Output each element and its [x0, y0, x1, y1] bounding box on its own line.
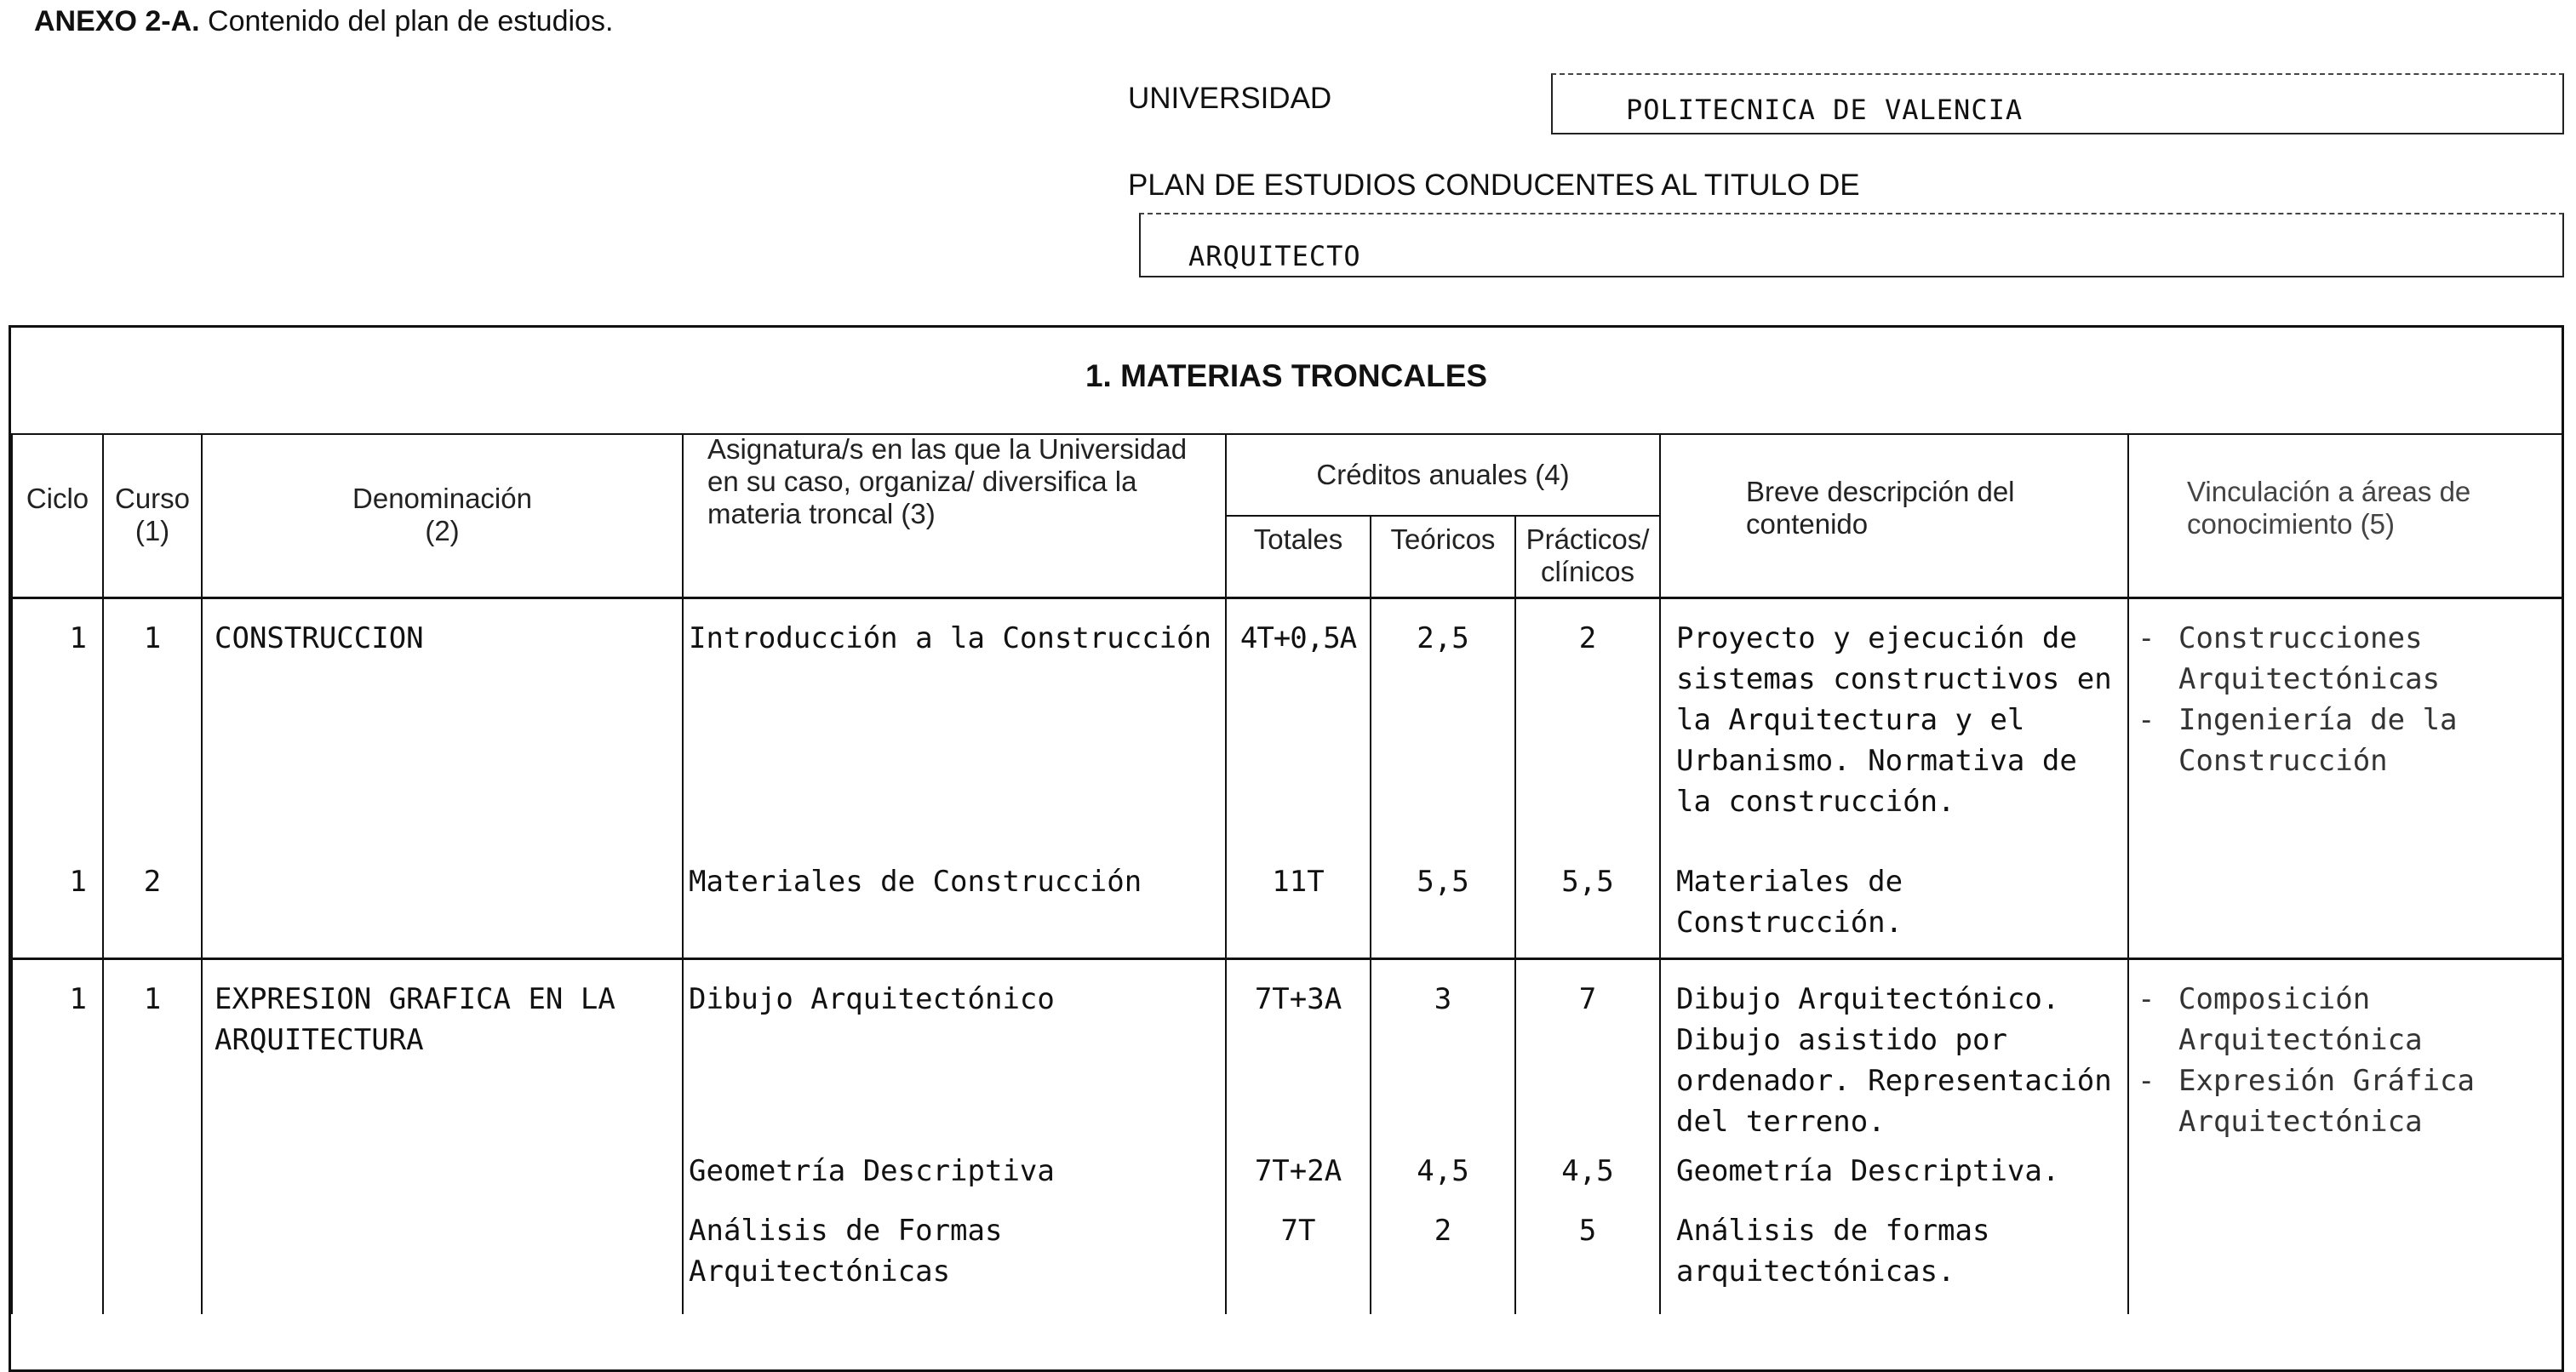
cell-denominacion: CONSTRUCCION	[202, 597, 683, 958]
cell-curso: 1	[103, 958, 202, 1151]
cell-ciclo	[12, 1151, 103, 1203]
areas-list	[2129, 618, 2562, 781]
header-vinculacion: Vinculación a áreas de conocimiento (5)	[2128, 434, 2562, 597]
section-title: 1. MATERIAS TRONCALES	[1085, 358, 1488, 393]
cell-areas	[2128, 958, 2562, 1314]
area-item: - Composición Arquitectónica	[2138, 981, 2423, 1057]
cell-ciclo: 1	[12, 958, 103, 1151]
cell-practicos: 7	[1515, 958, 1660, 1151]
cell-curso	[103, 1203, 202, 1314]
header-creditos: Créditos anuales (4)	[1226, 434, 1660, 516]
areas-list	[2129, 979, 2562, 1142]
cell-descripcion: Proyecto y ejecución de sistemas constructivos en la Arquitectura y el Urbanismo. Normativa de la construcción.	[1660, 597, 2128, 855]
cell-asignatura: Materiales de Construcción	[683, 855, 1226, 958]
cell-teoricos: 2	[1371, 1203, 1515, 1314]
annex-title-text: Contenido del plan de estudios.	[208, 5, 614, 37]
cell-teoricos: 5,5	[1371, 855, 1515, 958]
cell-teoricos: 2,5	[1371, 597, 1515, 855]
header-curso: Curso (1)	[103, 434, 202, 597]
cell-practicos: 4,5	[1515, 1151, 1660, 1203]
annex-heading	[34, 5, 613, 38]
cell-curso: 1	[103, 597, 202, 855]
cell-teoricos: 3	[1371, 958, 1515, 1151]
cell-ciclo: 1	[12, 597, 103, 855]
cell-practicos: 5,5	[1515, 855, 1660, 958]
header-ciclo: Ciclo	[12, 434, 103, 597]
header-practicos: Prácticos/ clínicos	[1515, 516, 1660, 597]
cell-ciclo: 1	[12, 855, 103, 958]
area-item: - Expresión Gráfica Arquitectónica	[2138, 1063, 2475, 1139]
area-item: - Ingeniería de la Construcción	[2138, 702, 2458, 778]
cell-asignatura: Dibujo Arquitectónico	[683, 958, 1226, 1151]
table-row	[12, 958, 2562, 1151]
university-label: UNIVERSIDAD	[1128, 82, 1332, 115]
university-field	[1551, 73, 2564, 134]
cell-descripcion: Análisis de formas arquitectónicas.	[1660, 1203, 2128, 1314]
university-value: POLITECNICA DE VALENCIA	[1626, 94, 2024, 126]
cell-curso: 2	[103, 855, 202, 958]
cell-practicos: 2	[1515, 597, 1660, 855]
cell-asignatura: Geometría Descriptiva	[683, 1151, 1226, 1203]
cell-descripcion: Dibujo Arquitectónico. Dibujo asistido por ordenador. Representación del terreno.	[1660, 958, 2128, 1151]
plan-title-field	[1139, 213, 2564, 277]
header-teoricos: Teóricos	[1371, 516, 1515, 597]
header-descripcion: Breve descripción del contenido	[1660, 434, 2128, 597]
cell-asignatura: Análisis de Formas Arquitectónicas	[683, 1203, 1226, 1314]
cell-descripcion: Materiales de Construcción.	[1660, 855, 2128, 958]
plan-title-value: ARQUITECTO	[1188, 240, 1361, 272]
annex-prefix: ANEXO 2-A.	[34, 5, 200, 37]
plan-label: PLAN DE ESTUDIOS CONDUCENTES AL TITULO DE	[1128, 169, 1860, 202]
cell-descripcion: Geometría Descriptiva.	[1660, 1151, 2128, 1203]
cell-areas	[2128, 597, 2562, 958]
cell-totales: 4T+0,5A	[1226, 597, 1371, 855]
cell-asignatura: Introducción a la Construcción	[683, 597, 1226, 855]
cell-curso	[103, 1151, 202, 1203]
header-totales: Totales	[1226, 516, 1371, 597]
area-item: - Construcciones Arquitectónicas	[2138, 620, 2441, 696]
cell-practicos: 5	[1515, 1203, 1660, 1314]
cell-totales: 7T+2A	[1226, 1151, 1371, 1203]
cell-totales: 7T+3A	[1226, 958, 1371, 1151]
header-asignatura: Asignatura/s en las que la Universidad en su caso, organiza/ diversifica la materia troncal (3)	[683, 434, 1226, 597]
table-row	[12, 597, 2562, 855]
cell-teoricos: 4,5	[1371, 1151, 1515, 1203]
cell-totales: 11T	[1226, 855, 1371, 958]
subjects-table	[11, 433, 2563, 1314]
cell-denominacion: EXPRESION GRAFICA EN LA ARQUITECTURA	[202, 958, 683, 1314]
subjects-table-frame	[9, 325, 2564, 1372]
cell-ciclo	[12, 1203, 103, 1314]
header-denominacion: Denominación (2)	[202, 434, 683, 597]
cell-totales: 7T	[1226, 1203, 1371, 1314]
